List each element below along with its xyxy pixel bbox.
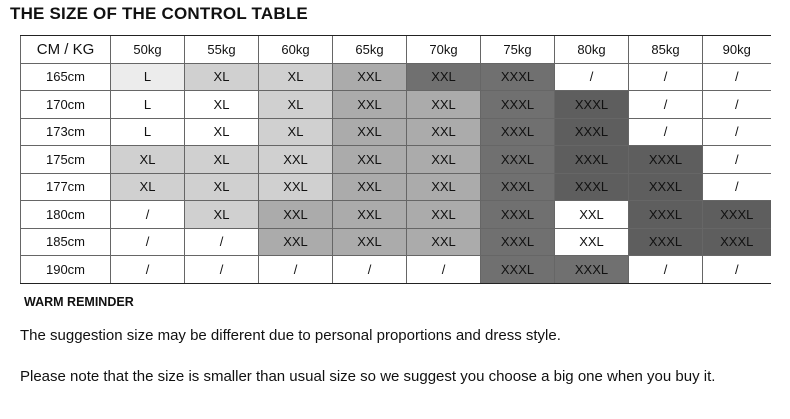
size-cell: / xyxy=(629,91,703,119)
height-label: 180cm xyxy=(21,201,111,229)
table-row xyxy=(21,91,771,119)
size-cell: XXL xyxy=(259,173,333,201)
size-cell: XXL xyxy=(407,228,481,256)
table-row xyxy=(21,173,771,201)
size-cell: / xyxy=(555,63,629,91)
size-cell: / xyxy=(111,256,185,284)
weight-header: 55kg xyxy=(185,36,259,64)
size-cell: XXL xyxy=(407,91,481,119)
size-cell: L xyxy=(111,91,185,119)
size-cell: XXXL xyxy=(555,91,629,119)
size-cell: XXXL xyxy=(481,91,555,119)
page-title: THE SIZE OF THE CONTROL TABLE xyxy=(10,4,308,23)
size-chart-body xyxy=(21,36,771,284)
size-cell: XL xyxy=(111,173,185,201)
size-cell: / xyxy=(629,118,703,146)
size-cell: XXXL xyxy=(629,146,703,174)
size-cell: XXXL xyxy=(555,118,629,146)
size-cell: / xyxy=(111,201,185,229)
size-cell: XXL xyxy=(333,201,407,229)
size-cell: L xyxy=(111,63,185,91)
weight-header: 90kg xyxy=(703,36,771,64)
size-cell: XXL xyxy=(555,201,629,229)
size-cell: / xyxy=(185,256,259,284)
size-cell: XXXL xyxy=(703,228,771,256)
weight-header: 75kg xyxy=(481,36,555,64)
table-row xyxy=(21,201,771,229)
size-cell: XXXL xyxy=(629,228,703,256)
height-label: 170cm xyxy=(21,91,111,119)
corner-header: CM / KG xyxy=(21,36,111,64)
size-cell: XL xyxy=(185,173,259,201)
weight-header: 60kg xyxy=(259,36,333,64)
size-cell: XXL xyxy=(333,63,407,91)
size-cell: XXL xyxy=(555,228,629,256)
size-cell: XL xyxy=(111,146,185,174)
size-cell: XL xyxy=(259,63,333,91)
size-cell: XXXL xyxy=(481,146,555,174)
warm-reminder-heading: WARM REMINDER xyxy=(24,295,134,309)
size-cell: XL xyxy=(259,91,333,119)
size-cell: / xyxy=(259,256,333,284)
size-cell: XL xyxy=(185,201,259,229)
size-cell: / xyxy=(407,256,481,284)
size-cell: XL xyxy=(185,63,259,91)
table-row xyxy=(21,118,771,146)
weight-header: 80kg xyxy=(555,36,629,64)
weight-header: 70kg xyxy=(407,36,481,64)
weight-header: 50kg xyxy=(111,36,185,64)
size-cell: / xyxy=(333,256,407,284)
reminder-note-size-up: Please note that the size is smaller than usual size so we suggest you choose a big one when you buy it. xyxy=(20,368,716,385)
size-cell: XXL xyxy=(333,118,407,146)
size-cell: XXXL xyxy=(481,228,555,256)
size-cell: / xyxy=(111,228,185,256)
size-cell: XXXL xyxy=(481,256,555,284)
size-cell: L xyxy=(111,118,185,146)
size-chart-table xyxy=(20,35,771,284)
size-cell: / xyxy=(703,91,771,119)
size-cell: / xyxy=(629,256,703,284)
size-cell: XXL xyxy=(407,173,481,201)
header-row xyxy=(21,36,771,64)
size-cell: XXXL xyxy=(555,173,629,201)
table-row xyxy=(21,256,771,284)
weight-header: 85kg xyxy=(629,36,703,64)
size-cell: XXL xyxy=(407,201,481,229)
table-row xyxy=(21,228,771,256)
height-label: 185cm xyxy=(21,228,111,256)
size-cell: / xyxy=(185,228,259,256)
size-cell: XXL xyxy=(407,63,481,91)
size-cell: XXXL xyxy=(481,118,555,146)
size-cell: XXL xyxy=(333,173,407,201)
size-cell: / xyxy=(703,256,771,284)
size-cell: XXXL xyxy=(481,173,555,201)
height-label: 175cm xyxy=(21,146,111,174)
height-label: 190cm xyxy=(21,256,111,284)
table-row xyxy=(21,63,771,91)
size-cell: XXXL xyxy=(629,173,703,201)
size-cell: / xyxy=(703,173,771,201)
size-cell: XXXL xyxy=(555,146,629,174)
reminder-note-proportions: The suggestion size may be different due to personal proportions and dress style. xyxy=(20,327,561,344)
size-cell: XXXL xyxy=(481,201,555,229)
size-cell: XXL xyxy=(407,146,481,174)
size-cell: / xyxy=(629,63,703,91)
size-cell: XXL xyxy=(259,228,333,256)
size-cell: XXL xyxy=(333,228,407,256)
size-cell: XXL xyxy=(259,201,333,229)
table-row xyxy=(21,146,771,174)
size-cell: XXL xyxy=(407,118,481,146)
size-cell: XL xyxy=(185,118,259,146)
size-cell: XXL xyxy=(333,91,407,119)
height-label: 177cm xyxy=(21,173,111,201)
size-cell: XXL xyxy=(333,146,407,174)
size-cell: / xyxy=(703,118,771,146)
size-cell: XXXL xyxy=(703,201,771,229)
size-cell: XXXL xyxy=(555,256,629,284)
size-cell: / xyxy=(703,146,771,174)
size-cell: XL xyxy=(259,118,333,146)
size-cell: XXXL xyxy=(629,201,703,229)
size-cell: XL xyxy=(185,91,259,119)
size-cell: XL xyxy=(185,146,259,174)
height-label: 173cm xyxy=(21,118,111,146)
height-label: 165cm xyxy=(21,63,111,91)
size-cell: / xyxy=(703,63,771,91)
size-cell: XXXL xyxy=(481,63,555,91)
size-cell: XXL xyxy=(259,146,333,174)
weight-header: 65kg xyxy=(333,36,407,64)
